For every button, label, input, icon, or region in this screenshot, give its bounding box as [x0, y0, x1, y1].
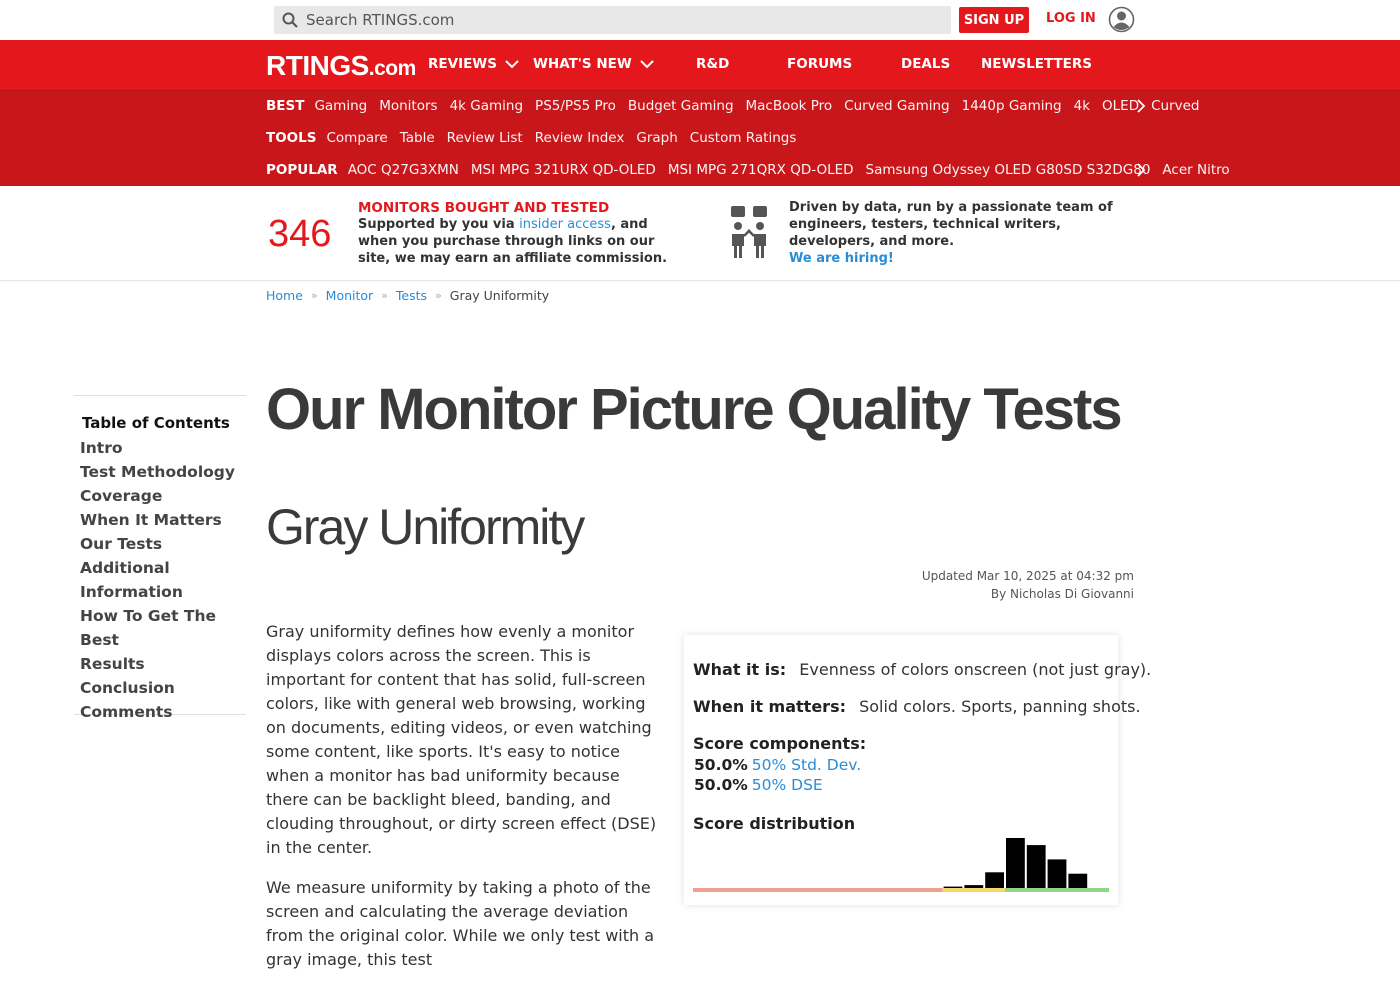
- distribution-scale-segment: [943, 888, 1005, 892]
- popular-label: POPULAR: [266, 162, 338, 178]
- tools-item[interactable]: Table: [399, 130, 435, 146]
- distribution-bar: [1048, 859, 1067, 888]
- info-band: [0, 186, 1400, 281]
- paragraph: Gray uniformity defines how evenly a monitor displays colors across the screen. This is important for content that has solid, full-screen colors, like with general web browsing, working on documents, editing videos, or even watching some content, like sports. It's easy to notice when a monitor has bad uniformity because there can be backlight bleed, banding, and clouding throughout, or dirty screen effect (DSE) in the center.: [266, 622, 657, 857]
- toc-item[interactable]: How To Get The Best: [80, 607, 217, 649]
- best-item[interactable]: Gaming: [314, 98, 368, 114]
- chevron-down-icon: [640, 60, 654, 69]
- when-it-matters: When it matters: Solid colors. Sports, panning shots.: [693, 697, 1141, 716]
- team-text: Driven by data, run by a passionate team of engineers, testers, technical writers, developers, and more. We are hiring!: [789, 199, 1139, 267]
- best-item[interactable]: 4k: [1073, 98, 1091, 114]
- tested-title: MONITORS BOUGHT AND TESTED: [358, 200, 610, 216]
- popular-item[interactable]: Samsung Odyssey OLED G80SD S32DG80: [865, 162, 1151, 178]
- breadcrumb-monitor[interactable]: Monitor: [325, 288, 374, 303]
- breadcrumb-tests[interactable]: Tests: [395, 288, 428, 303]
- best-item[interactable]: Curved: [1151, 98, 1200, 114]
- updated-date: Updated Mar 10, 2025 at 04:32 pm: [921, 569, 1134, 583]
- nav-rd[interactable]: R&D: [696, 56, 730, 72]
- distribution-bar: [1027, 845, 1046, 888]
- nav-reviews[interactable]: REVIEWS: [428, 56, 519, 72]
- support-text: Supported by you via insider access, and when you purchase through links on our site, we may earn an affiliate commission.: [358, 217, 668, 266]
- sub-nav: [0, 90, 1400, 186]
- team-icon: [726, 204, 774, 260]
- search-input[interactable]: [306, 11, 906, 29]
- signup-button[interactable]: SIGN UP: [959, 7, 1029, 33]
- test-infobox: [684, 635, 1152, 905]
- toc-item[interactable]: Our Tests: [80, 535, 163, 553]
- tools-item[interactable]: Graph: [636, 130, 678, 146]
- toc-title: Table of Contents: [82, 414, 230, 432]
- popular-item[interactable]: Acer Nitro: [1162, 162, 1230, 178]
- distribution-bar: [1006, 838, 1025, 888]
- nav-deals[interactable]: DEALS: [901, 56, 951, 72]
- toc-item[interactable]: Results: [80, 655, 145, 673]
- breadcrumb: [266, 288, 549, 303]
- insider-access-link[interactable]: insider access: [519, 217, 611, 232]
- component-link[interactable]: 50% Std. Dev.: [751, 756, 862, 774]
- popular-item[interactable]: MSI MPG 321URX QD-OLED: [470, 162, 656, 178]
- site-logo[interactable]: RTINGS.com: [266, 50, 416, 81]
- score-distribution-chart: [693, 833, 1109, 895]
- author: By Nicholas Di Giovanni: [990, 587, 1134, 601]
- tools-item[interactable]: Review List: [446, 130, 523, 146]
- chevron-right-icon[interactable]: [1136, 163, 1146, 177]
- breadcrumb-current: Gray Uniformity: [449, 288, 550, 303]
- toc-item[interactable]: When It Matters: [80, 511, 222, 529]
- distribution-bar: [985, 872, 1004, 888]
- top-bar: [0, 0, 1400, 40]
- distribution-bar: [964, 885, 983, 888]
- score-components-label: Score components:: [693, 734, 867, 753]
- best-item[interactable]: Monitors: [379, 98, 438, 114]
- score-distribution-label: Score distribution: [693, 814, 856, 833]
- tools-item[interactable]: Custom Ratings: [689, 130, 797, 146]
- toc-item[interactable]: Coverage: [80, 487, 163, 505]
- page-subtitle: Gray Uniformity: [266, 499, 584, 555]
- popular-item[interactable]: AOC Q27G3XMN: [347, 162, 459, 178]
- nav-whats-new[interactable]: WHAT'S NEW: [533, 56, 654, 72]
- toc-item[interactable]: Additional: [80, 559, 170, 577]
- nav-newsletters[interactable]: NEWSLETTERS: [981, 56, 1093, 72]
- toc-item[interactable]: Information: [80, 583, 183, 601]
- nav-forums[interactable]: FORUMS: [787, 56, 853, 72]
- best-item[interactable]: MacBook Pro: [745, 98, 833, 114]
- tools-row: [266, 128, 1136, 148]
- best-item[interactable]: Budget Gaming: [627, 98, 734, 114]
- breadcrumb-separator-icon: »: [381, 289, 388, 302]
- component-link[interactable]: 50% DSE: [751, 776, 823, 794]
- popular-row: [266, 160, 1230, 180]
- distribution-scale-segment: [1005, 888, 1109, 892]
- paragraph: We measure uniformity by taking a photo of the screen and calculating the average deviation from the original color. While we only test with a gray image, this test: [266, 878, 655, 969]
- breadcrumb-separator-icon: »: [435, 289, 442, 302]
- article-meta: [922, 567, 1134, 603]
- score-component: 50.0% 50% Std. Dev.: [694, 756, 862, 774]
- best-item[interactable]: 1440p Gaming: [961, 98, 1062, 114]
- search-icon: [282, 12, 298, 28]
- search-bar[interactable]: [274, 6, 951, 34]
- distribution-bar: [944, 887, 963, 888]
- chevron-right-icon[interactable]: [1136, 99, 1146, 113]
- user-avatar-icon[interactable]: [1108, 6, 1135, 33]
- what-it-is: What it is: Evenness of colors onscreen (not just gray).: [693, 660, 1152, 679]
- best-row: [266, 96, 1200, 116]
- main-nav: [0, 40, 1400, 90]
- tested-count: 346: [268, 213, 332, 255]
- tools-label: TOOLS: [266, 130, 317, 146]
- toc-item[interactable]: Conclusion: [80, 679, 175, 697]
- toc-item[interactable]: Test Methodology: [80, 463, 235, 481]
- breadcrumb-home[interactable]: Home: [266, 288, 303, 303]
- tools-item[interactable]: Review Index: [534, 130, 625, 146]
- hiring-link[interactable]: We are hiring!: [789, 251, 894, 266]
- score-component: 50.0% 50% DSE: [694, 776, 823, 794]
- best-label: BEST: [266, 98, 305, 114]
- distribution-scale-segment: [693, 888, 943, 892]
- best-item[interactable]: Curved Gaming: [844, 98, 950, 114]
- toc-item[interactable]: Intro: [80, 439, 123, 457]
- best-item[interactable]: OLED: [1102, 98, 1140, 114]
- best-item[interactable]: 4k Gaming: [449, 98, 524, 114]
- breadcrumb-separator-icon: »: [310, 289, 318, 302]
- page-title: Our Monitor Picture Quality Tests: [266, 377, 1121, 442]
- popular-item[interactable]: MSI MPG 271QRX QD-OLED: [667, 162, 854, 178]
- toc-item[interactable]: Comments: [80, 703, 173, 721]
- table-of-contents: [74, 395, 246, 721]
- best-item[interactable]: PS5/PS5 Pro: [535, 98, 616, 114]
- article-body: [266, 620, 661, 988]
- distribution-bar: [1068, 874, 1087, 888]
- tools-item[interactable]: Compare: [326, 130, 388, 146]
- login-link[interactable]: LOG IN: [1046, 11, 1096, 26]
- chevron-down-icon: [505, 60, 519, 69]
